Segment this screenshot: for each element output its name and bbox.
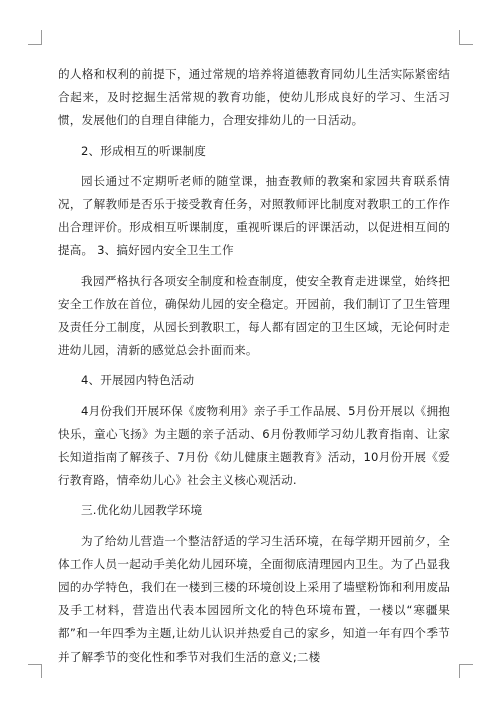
paragraph: 我园严格执行各项安全制度和检查制度，使安全教育走进课堂，始终把安全工作放在首位，确保幼儿园的安全稳定。开园前，我们制订了卫生管理及责任分工制度，从园长到教职工，每人都有固定的卫生区域，无论何时走进幼儿园，清新的感觉总会扑面而来。	[58, 273, 450, 358]
crop-mark-bottom-right-v	[459, 664, 460, 678]
crop-mark-top-left-v	[41, 30, 42, 44]
document-body	[58, 63, 450, 669]
crop-mark-bottom-left-h	[28, 664, 42, 665]
paragraph: 的人格和权利的前提下，通过常规的培养将道德教育同幼儿生活实际紧密结合起来，及时挖掘生活常规的教育功能，使幼儿形成良好的学习、生活习惯，发展他们的自理自律能力，合理安排幼儿的一日活动。	[58, 67, 450, 128]
section-heading: 4、开展园内特色活动	[81, 373, 195, 388]
crop-mark-bottom-right-h	[459, 664, 473, 665]
crop-mark-top-right-h	[459, 44, 473, 45]
section-heading: 2、形成相互的听课制度	[81, 143, 206, 158]
paragraph: 4月份我们开展环保《废物利用》亲子手工作品展、5月份开展以《拥抱快乐，童心飞扬》为主题的亲子活动、6月份教师学习幼儿教育指南、让家长知道指南了解孩子、7月份《幼儿健康主题教育》活动，10月份开展《爱行教育路，情牵幼儿心》社会主义核心观活动.	[58, 403, 450, 488]
crop-mark-bottom-left-v	[41, 664, 42, 678]
crop-mark-top-left-h	[28, 44, 42, 45]
crop-mark-top-right-v	[459, 30, 460, 44]
paragraph: 园长通过不定期听老师的随堂课，抽查教师的教案和家园共育联系情况，了解教师是否乐于接受教育任务，对照教师评比制度对教职工的工作作出合理评价。形成相互听课制度，重视听课后的评课活动，以促进相互间的提高。 3、搞好园内安全卫生工作	[58, 173, 450, 258]
section-heading: 三.优化幼儿园教学环境	[81, 503, 203, 518]
paragraph: 为了给幼儿营造一个整洁舒适的学习生活环境，在每学期开园前夕，全体工作人员一起动手美化幼儿园环境，全面彻底清理园内卫生。为了凸显我园的办学特色，我们在一楼到三楼的环境创设上采用了墙壁粉饰和利用废品及手工材料，营造出代表本园园所文化的特色环境布置，一楼以“寒疆果都”和一年四季为主题,让幼儿认识并热爱自己的家乡，知道一年有四个季节并了解季节的变化性和季节对我们生活的意义;二楼	[58, 533, 450, 664]
